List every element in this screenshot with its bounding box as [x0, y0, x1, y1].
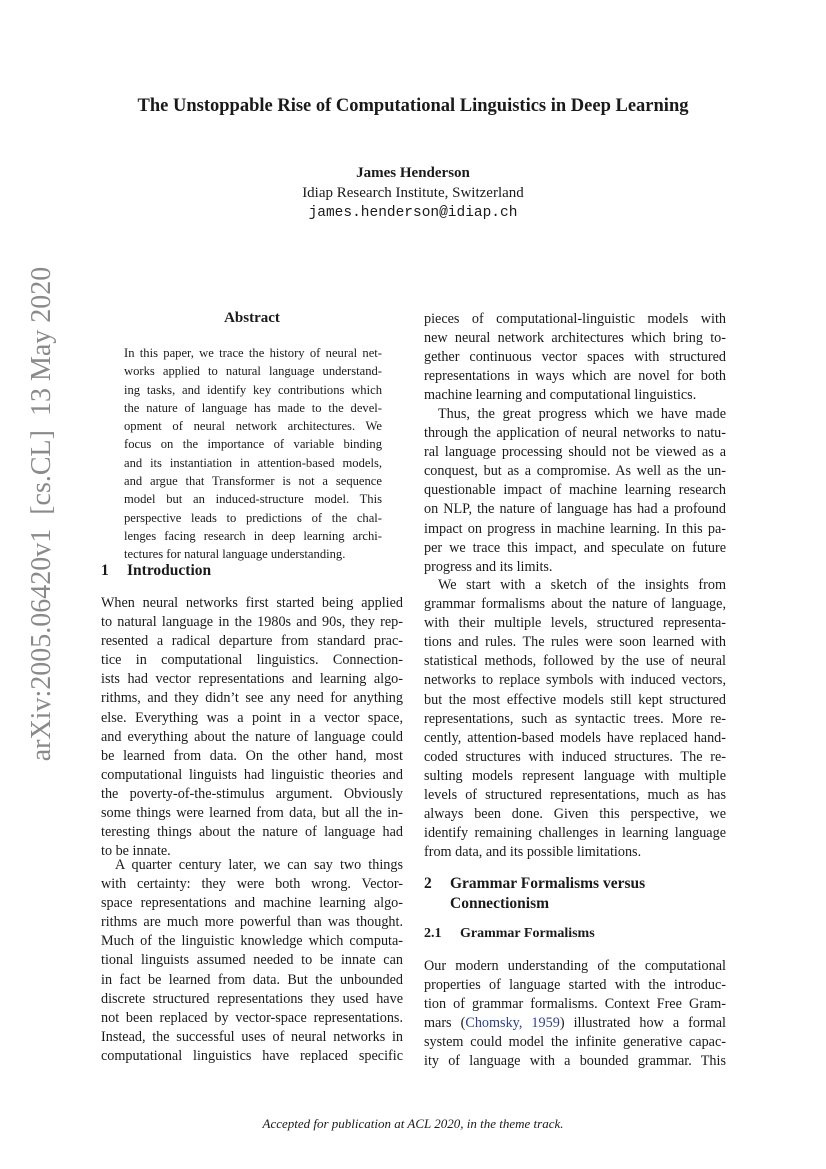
text-line: identify remaining challenges in learning language — [424, 825, 726, 842]
right-paragraph-2 — [424, 405, 726, 577]
text-line: tice in computational linguistics. Connection- — [101, 652, 403, 669]
section-title-line2: Connectionism — [450, 894, 550, 912]
text-line: grammar formalisms about the nature of language, — [424, 596, 726, 613]
text-line: discrete structured representations they used have — [101, 990, 403, 1007]
text-line: perspective leads to predictions of the chal- — [124, 510, 382, 525]
text-line: rithms, and they didn’t see any need for anything — [101, 690, 403, 707]
text-line: and everything about the nature of language could — [101, 728, 403, 745]
paper-title: The Unstoppable Rise of Computational Linguistics in Deep Learning — [137, 96, 689, 116]
text-line: with their multiple levels, structured representa- — [424, 615, 726, 632]
text-line: else. Everything was a point in a vector space, — [101, 709, 403, 726]
text-line: always been done. Given this perspective, we — [424, 806, 726, 823]
text-line: tional linguists assumed needed to be innate can — [101, 952, 403, 969]
text-line: statistical methods, followed by the use of neural — [424, 653, 726, 670]
author-affiliation: Idiap Research Institute, Switzerland — [302, 185, 524, 201]
text-line: progress and its limits. — [424, 558, 553, 575]
section-heading-introduction — [101, 562, 211, 580]
text-line: networks to replace symbols with induced vectors, — [424, 672, 726, 689]
text-line: questionable impact of machine learning research — [424, 482, 726, 499]
text-line: and its instantiation in attention-based models, — [124, 455, 382, 470]
text-line: to be innate. — [101, 843, 171, 860]
text-line: new neural network architectures which bring to- — [424, 330, 726, 347]
text-line: model but an induced-structure model. This — [124, 492, 382, 507]
abstract-body — [124, 344, 382, 564]
author-name: James Henderson — [356, 165, 470, 181]
text-line: A quarter century later, we can say two things — [115, 857, 403, 873]
text-line: conquest, but as a compromise. As well as the un- — [424, 463, 726, 480]
text-line: machine learning and computational linguistics. — [424, 387, 697, 404]
text-line: computational linguistics have replaced specific — [101, 1047, 403, 1064]
text-line: not been replaced by vector-space representations. — [101, 1009, 403, 1026]
text-line: coded structures with induced structures. The re- — [424, 748, 726, 765]
text-line: ing tasks, and identify key contributions which — [124, 382, 382, 397]
section-number: 1 — [101, 562, 109, 579]
text-line: When neural networks first started being applied — [101, 595, 403, 611]
text-line: tion of grammar formalisms. Context Free Gram- — [424, 996, 726, 1013]
text-line: rithms are much more powerful than was thought. — [101, 914, 403, 931]
text-line: Our modern understanding of the computational — [424, 958, 726, 974]
footer-note: Accepted for publication at ACL 2020, in the theme track. — [262, 1116, 564, 1131]
citation-link[interactable]: Chomsky, 1959 — [465, 1015, 560, 1032]
text-line: Instead, the successful uses of neural networks in — [101, 1028, 403, 1045]
text-line: ral language processing should not be viewed as a — [424, 444, 726, 461]
text-line: ists had vector representations and learning algo- — [101, 671, 403, 688]
text-line: tectures for natural language understanding. — [124, 547, 346, 562]
text-line: ity of language with a bounded grammar. This — [424, 1053, 726, 1070]
text-line: Much of the linguistic knowledge which computa- — [101, 933, 403, 950]
text-line: the nature of language has made to the devel- — [124, 400, 382, 415]
intro-paragraph-1 — [101, 594, 403, 861]
text-line: teresting things about the nature of language had — [101, 824, 403, 841]
section-title-line1: Grammar Formalisms versus — [450, 875, 646, 892]
text-line: lenges facing research in deep learning archi- — [124, 528, 382, 543]
text-line: representations, such as syntactic trees. More re- — [424, 710, 726, 727]
text-line: resented a radical departure from standard prac- — [101, 633, 403, 650]
text-line: pieces of computational-linguistic models with — [424, 311, 726, 327]
text-line: We start with a sketch of the insights from — [438, 577, 726, 593]
text-line: with certainty: they were both wrong. Vector- — [101, 876, 403, 893]
text-line: system could model the infinite generative capac- — [424, 1034, 726, 1051]
text-line: space representations and machine learning algo- — [101, 895, 403, 912]
text-line: opment of neural network architectures. We — [124, 419, 382, 434]
text-line: works applied to natural language understand- — [124, 364, 382, 379]
text-line: in fact be learned from data. But the unbounded — [101, 971, 403, 988]
text-line: tions and rules. The rules were soon learned with — [424, 634, 726, 651]
arxiv-stamp: arXiv:2005.06420v1 [cs.CL] 13 May 2020 — [26, 266, 57, 762]
text-line: computational linguists had linguistic theories and — [101, 766, 403, 783]
subsection-heading-grammar-formalisms — [424, 926, 595, 942]
text-line: on NLP, the nature of language has had a profound — [424, 501, 726, 518]
text-segment: mars ( — [424, 1015, 466, 1032]
text-segment: ) illustrated how a formal — [559, 1015, 726, 1032]
section-number: 2 — [424, 875, 432, 892]
text-line: to natural language in the 1980s and 90s, they rep- — [101, 614, 403, 631]
text-line: the poverty-of-the-stimulus argument. Obviously — [101, 785, 403, 802]
text-line — [424, 1014, 726, 1033]
section-title: Introduction — [127, 562, 212, 579]
abstract-heading: Abstract — [224, 310, 280, 326]
text-line: sulting models represent language with multiple — [424, 767, 726, 784]
section-heading-grammar-formalisms-vs-connectionism — [424, 874, 645, 913]
subsection-title: Grammar Formalisms — [460, 926, 595, 941]
author-email: james.henderson@idiap.ch — [308, 205, 518, 221]
text-line: cently, attention-based models have replaced hand- — [424, 729, 726, 746]
text-line: properties of language started with the introduc- — [424, 977, 726, 994]
text-line: gether continuous vector spaces with structured — [424, 349, 726, 366]
text-line: impact on progress in machine learning. In this pa- — [424, 520, 726, 537]
text-line: focus on the importance of variable binding — [124, 437, 382, 452]
text-line: levels of structured representations, much as has — [424, 787, 726, 804]
text-line: be learned from data. On the other hand, most — [101, 747, 403, 764]
right-paragraph-3 — [424, 576, 726, 862]
text-line: but the most effective models still kept structured — [424, 691, 726, 708]
section-2-1-paragraph — [424, 957, 726, 1072]
right-paragraph-1 — [424, 310, 726, 405]
intro-paragraph-2 — [101, 856, 403, 1066]
text-line: through the application of neural networks to natu- — [424, 425, 726, 442]
text-line: Thus, the great progress which we have made — [438, 406, 726, 422]
text-line: representations in ways which are novel for both — [424, 368, 726, 385]
subsection-number: 2.1 — [424, 926, 442, 941]
text-line: per we trace this impact, and speculate on future — [424, 539, 726, 556]
text-line: from data, and its possible limitations. — [424, 844, 642, 861]
text-line: some things were learned from data, but all the in- — [101, 805, 403, 822]
text-line: In this paper, we trace the history of neural net- — [124, 346, 382, 360]
text-line: and argue that Transformer is not a sequence — [124, 474, 382, 489]
